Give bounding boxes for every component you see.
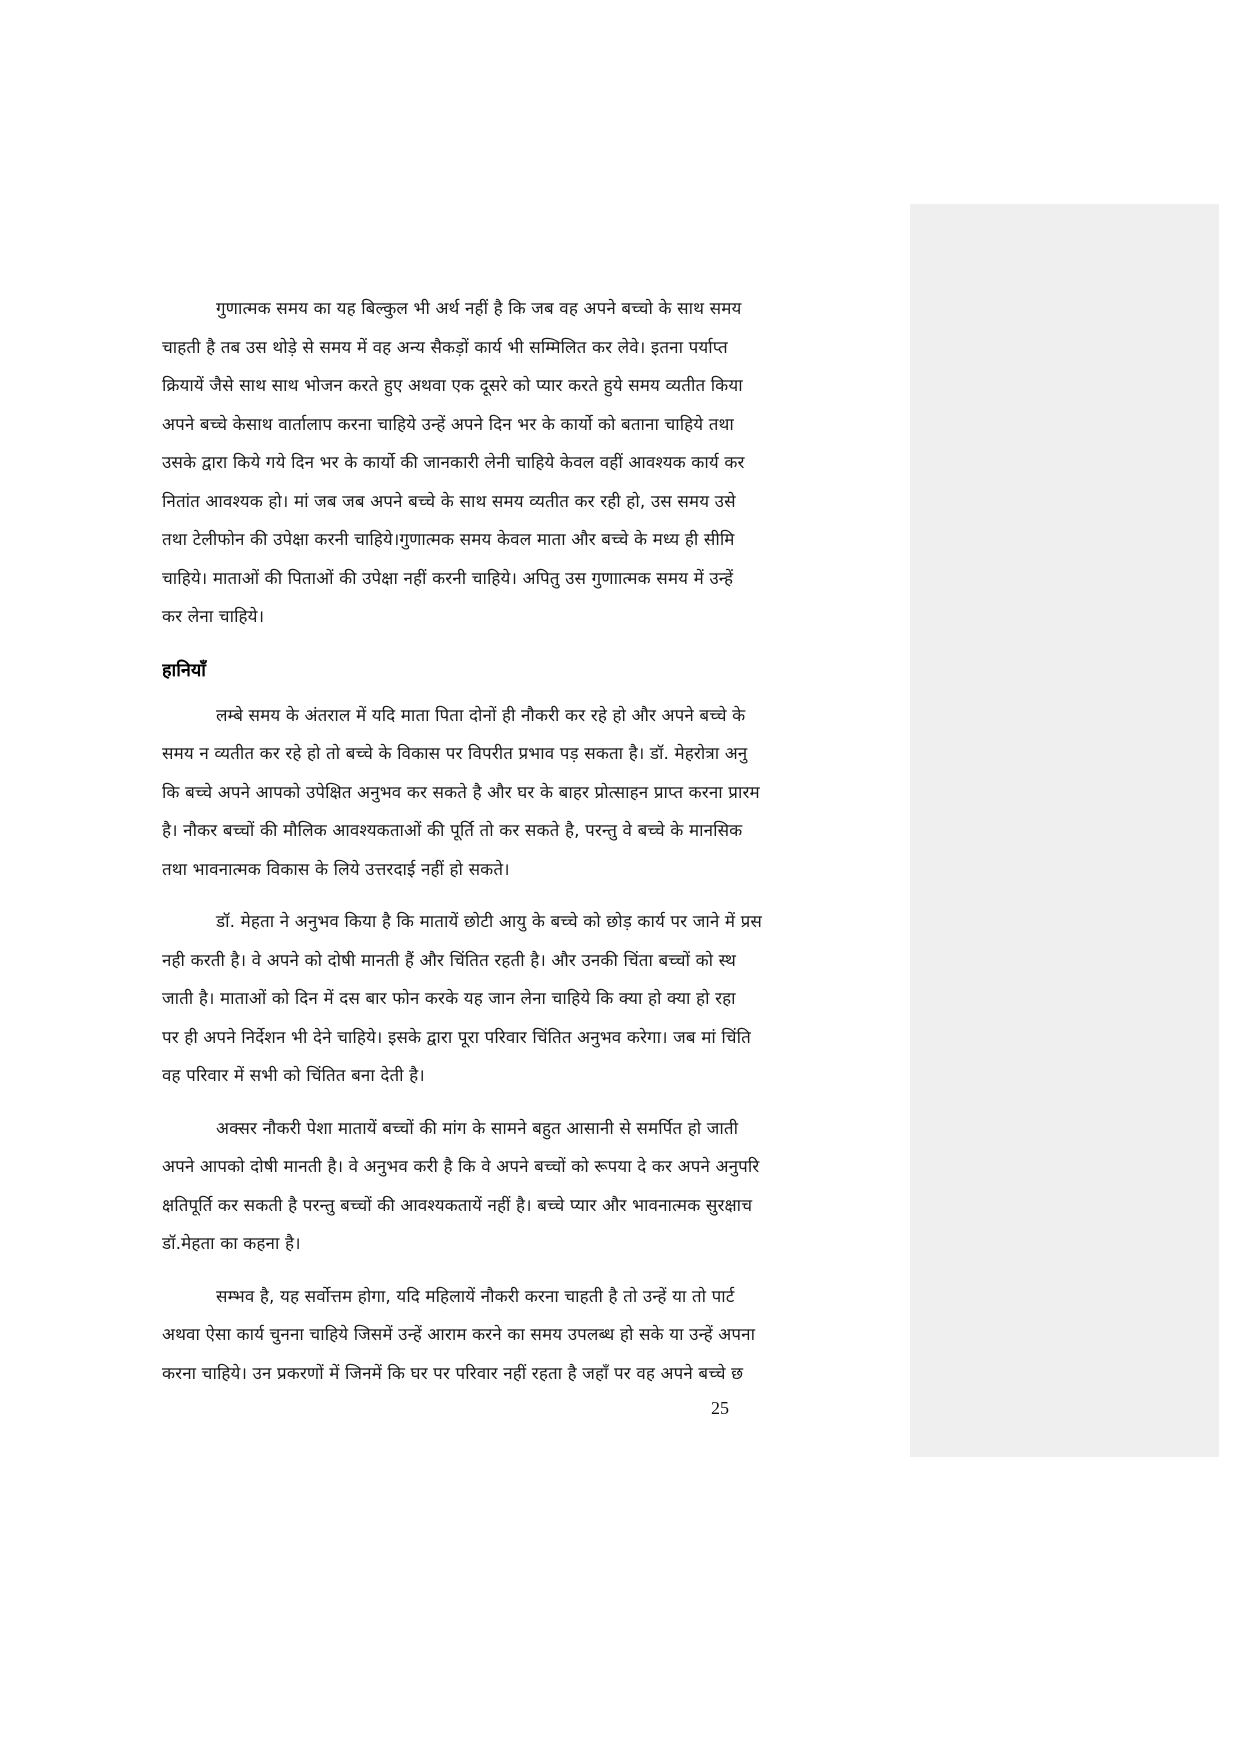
text-line: कर लेना चाहिये। <box>162 607 265 627</box>
text-line: समय न व्यतीत कर रहे हो तो बच्चे के विकास पर विपरीत प्रभाव पड़ सकता है। डॉ. मेहरोत्रा अनु <box>162 744 748 764</box>
text-line: अपने आपको दोषी मानती है। वे अनुभव करी है कि वे अपने बच्चों को रूपया दे कर अपने अनुपरि <box>162 1157 760 1177</box>
text-line: तथा टेलीफोन की उपेक्षा करनी चाहिये।गुणात्मक समय केवल माता और बच्चे के मध्य ही सीमि <box>162 530 735 550</box>
paragraph-4 <box>162 1278 904 1391</box>
text-line: लम्बे समय के अंतराल में यदि माता पिता दोनों ही नौकरी कर रहे हो और अपने बच्चे के <box>216 705 746 726</box>
text-line: क्षतिपूर्ति कर सकती है परन्तु बच्चों की आवश्यकतायें नहीं है। बच्चे प्यार और भावनात्मक सुरक्षाच <box>162 1195 753 1216</box>
text-line: डॉ.मेहता का कहना है। <box>162 1234 301 1254</box>
text-line: करना चाहिये। उन प्रकरणों में जिनमें कि घर पर परिवार नहीं रहता है जहॉं पर वह अपने बच्चे छ <box>162 1363 744 1384</box>
paragraph-2 <box>162 903 904 1096</box>
text-line: कि बच्चे अपने आपको उपेक्षित अनुभव कर सकते है और घर के बाहर प्रोत्साहन प्राप्त करना प्रारम <box>162 782 760 803</box>
text-line: तथा भावनात्मक विकास के लिये उत्तरदाई नहीं हो सकते। <box>162 859 510 880</box>
text-line: नितांत आवश्यक हो। मां जब जब अपने बच्चे के साथ समय व्यतीत कर रही हो, उस समय उसे <box>162 491 736 512</box>
text-line: अक्सर नौकरी पेशा मातायें बच्चों की मांग के सामने बहुत आसानी से समर्पित हो जाती <box>216 1118 739 1139</box>
text-line: क्रियायें जैसे साथ साथ भोजन करते हुए अथवा एक दूसरे को प्यार करते हुये समय व्यतीत किया <box>162 376 743 396</box>
paragraph-3 <box>162 1110 904 1264</box>
text-line: नही करती है। वे अपने को दोषी मानती हैं और चिंतित रहती है। और उनकी चिंता बच्चों को स्थ <box>162 950 736 971</box>
text-line: गुणात्मक समय का यह बिल्कुल भी अर्थ नहीं है कि जब वह अपने बच्चो के साथ समय <box>216 299 742 319</box>
paragraph-quality-time <box>162 290 904 637</box>
text-line: अपने बच्चे केसाथ वार्तालाप करना चाहिये उन्हें अपने दिन भर के कार्यो को बताना चाहिये तथा <box>162 414 734 435</box>
text-line: है। नौकर बच्चों की मौलिक आवश्यकताओं की पूर्ति तो कर सकते है, परन्तु वे बच्चे के मानसिक <box>162 821 743 841</box>
document-body <box>162 290 904 1390</box>
text-line: पर ही अपने निर्देशन भी देने चाहिये। इसके द्वारा पूरा परिवार चिंतित अनुभव करेगा। जब मां चिंति <box>162 1027 751 1048</box>
text-line: जाती है। माताओं को दिन में दस बार फोन करके यह जान लेना चाहिये कि क्या हो क्या हो रहा <box>162 989 736 1009</box>
text-line: डॉ. मेहता ने अनुभव किया है कि मातायें छोटी आयु के बच्चे को छोड़ कार्य पर जाने में प्रस <box>216 912 763 932</box>
text-line: अथवा ऐसा कार्य चुनना चाहिये जिसमें उन्हें आराम करने का समय उपलब्ध हो सके या उन्हें अपना <box>162 1325 756 1345</box>
text-line: चाहिये। माताओं की पिताओं की उपेक्षा नहीं करनी चाहिये। अपितु उस गुणाात्मक समय में उन्हें <box>162 568 734 589</box>
paragraph-1 <box>162 697 904 890</box>
comment-margin-pane <box>910 204 1219 1457</box>
text-line: उसके द्वारा किये गये दिन भर के कार्यो की जानकारी लेनी चाहिये केवल वहीं आवश्यक कार्य कर <box>162 453 745 473</box>
text-line: सम्भव है, यह सर्वोत्तम होगा, यदि महिलायें नौकरी करना चाहती है तो उन्हें या तो पार्ट <box>216 1286 735 1307</box>
text-line: वह परिवार में सभी को चिंतित बना देती है। <box>162 1066 425 1086</box>
text-line: चाहती है तब उस थोड़े से समय में वह अन्य सैकड़ों कार्य भी सम्मिलित कर लेवे। इतना पर्याप्त <box>162 337 728 358</box>
section-heading: हानियॉं <box>162 659 206 681</box>
page-number: 25 <box>711 1398 729 1418</box>
